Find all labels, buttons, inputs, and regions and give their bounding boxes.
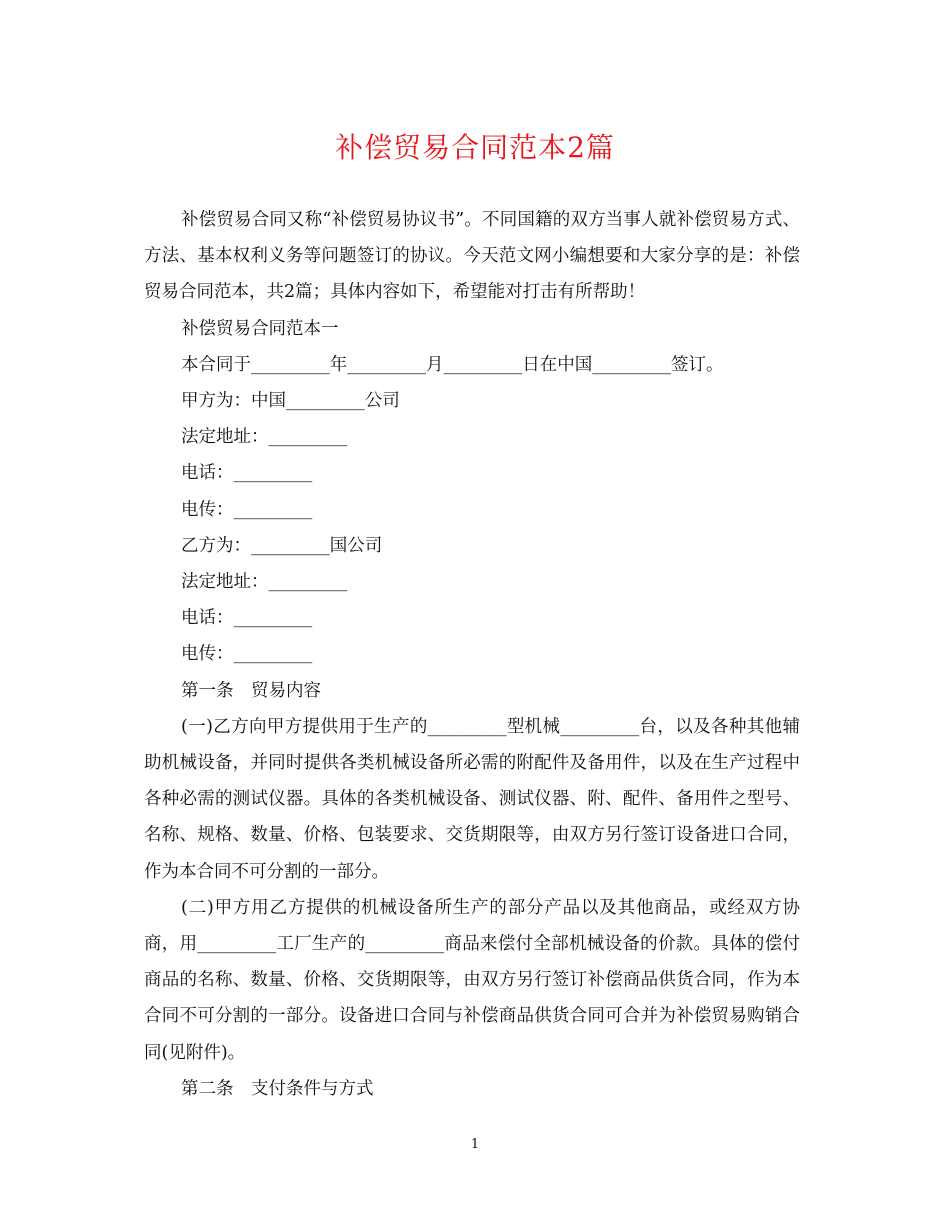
party-b-name: 乙方为：_________国公司 (181, 535, 383, 556)
party-a-telex: 电传：_________ (181, 499, 313, 520)
document-title: 补偿贸易合同范本2篇 (335, 131, 615, 164)
party-b-telex: 电传：_________ (181, 644, 313, 665)
article-one-heading: 第一条 贸易内容 (181, 680, 321, 701)
page-number: 1 (470, 1137, 480, 1152)
section-heading: 补偿贸易合同范本一 (181, 318, 339, 339)
party-a-name: 甲方为：中国_________公司 (181, 391, 400, 412)
party-b-phone: 电话：_________ (181, 608, 313, 629)
article-one-clause-2: (二)甲方用乙方提供的机械设备所生产的部分产品以及其他商品，或经双方协商，用_________工厂生产的_________商品来偿付全部机械设备的价款。具体的偿付商品的名称、数量、价格、交货期限等，由双方另行签订补偿商品供货合同，作为本合同不可分割的一部分。设备进口合同与补偿商品供货合同可合并为补偿贸易购销合同(见附件)。 (144, 897, 800, 1063)
document-body (144, 202, 800, 1107)
contract-date-line: 本合同于_________年_________月_________日在中国_________签订。 (181, 354, 724, 375)
party-b-address: 法定地址：_________ (181, 572, 348, 593)
intro-paragraph: 补偿贸易合同又称“补偿贸易协议书”。不同国籍的双方当事人就补偿贸易方式、方法、基本权利义务等问题签订的协议。今天范文网小编想要和大家分享的是：补偿贸易合同范本，共2篇；具体内容如下，希望能对打击有所帮助！ (144, 210, 800, 303)
party-a-address: 法定地址：_________ (181, 427, 348, 448)
article-one-clause-1: (一)乙方向甲方提供用于生产的_________型机械_________台，以及各种其他辅助机械设备，并同时提供各类机械设备所必需的附配件及备用件，以及在生产过程中各种必需的测试仪器。具体的各类机械设备、测试仪器、附、配件、备用件之型号、名称、规格、数量、价格、包装要求、交货期限等，由双方另行签订设备进口合同，作为本合同不可分割的一部分。 (144, 716, 800, 882)
party-a-phone: 电话：_________ (181, 463, 313, 484)
article-two-heading: 第二条 支付条件与方式 (181, 1078, 374, 1099)
